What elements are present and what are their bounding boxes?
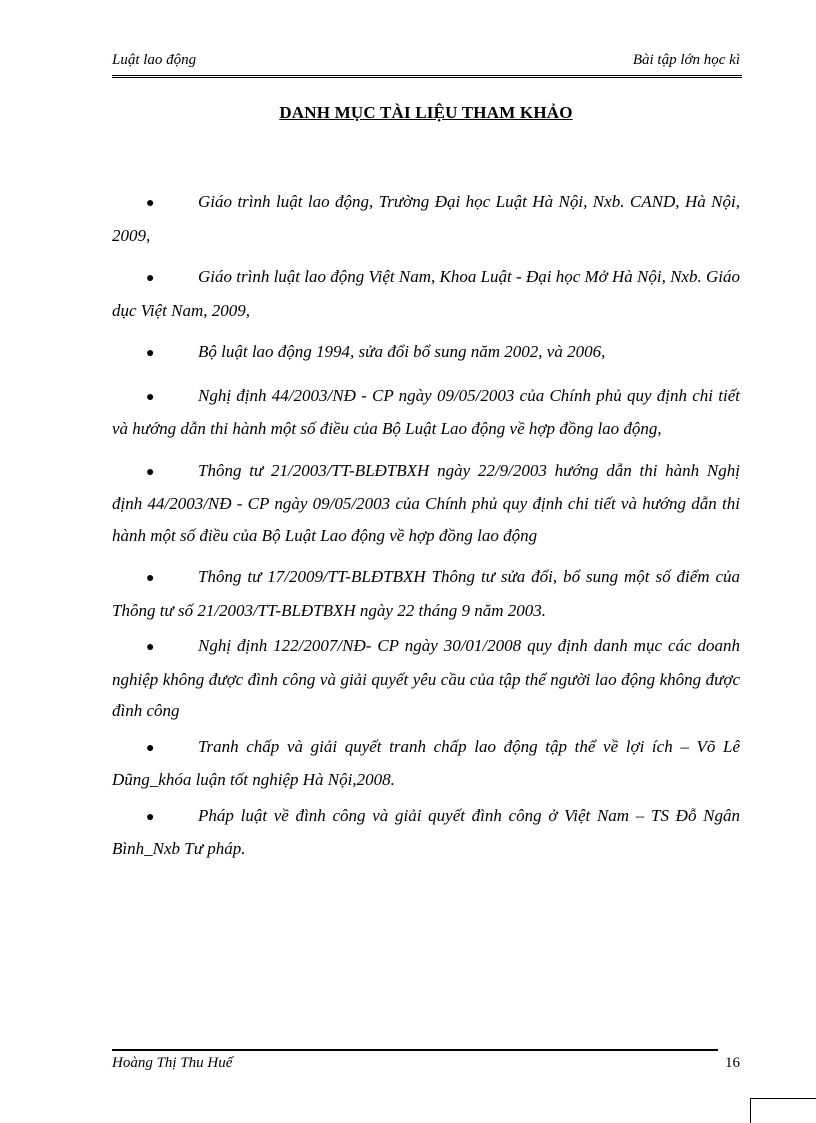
reference-text: Tranh chấp và giải quyết tranh chấp lao động tập thể về lợi ích – Võ Lê Dũng_khóa luận tốt nghiệp Hà Nội,2008. <box>112 736 740 789</box>
bullet-icon: ● <box>146 809 155 825</box>
reference-item <box>112 455 740 552</box>
page-number: 16 <box>725 1055 740 1071</box>
page-footer <box>112 1055 740 1077</box>
reference-text: Bộ luật lao động 1994, sửa đổi bổ sung năm 2002, và 2006, <box>198 342 606 361</box>
reference-text: Giáo trình luật lao động, Trường Đại học Luật Hà Nội, Nxb. CAND, Hà Nội, 2009, <box>112 192 740 245</box>
bullet-icon: ● <box>146 640 155 655</box>
bullet-icon: ● <box>146 464 155 480</box>
reference-text: Nghị định 44/2003/NĐ - CP ngày 09/05/2003 của Chính phủ quy định chi tiết và hướng dẫn thi hành một số điều của Bộ Luật Lao động về hợp đồng lao động, <box>112 385 740 438</box>
reference-item <box>112 630 740 727</box>
page-title: DANH MỤC TÀI LIỆU THAM KHẢO <box>279 103 573 122</box>
reference-text: Thông tư 21/2003/TT-BLĐTBXH ngày 22/9/2003 hướng dẫn thi hành Nghị định 44/2003/NĐ - CP ngày 09/05/2003 của Chính phủ quy định chi tiết và hướng dẫn thi hành một số điều của Bộ Luật Lao động về hợp đồng lao động <box>112 460 740 545</box>
bullet-icon: ● <box>146 740 155 756</box>
bullet-icon: ● <box>146 271 155 286</box>
reference-item <box>112 261 740 326</box>
header-assignment: Bài tập lớn học kì <box>632 52 740 68</box>
bullet-icon: ● <box>146 571 155 586</box>
reference-text: Pháp luật về đình công và giải quyết đình công ở Việt Nam – TS Đỗ Ngân Bình_Nxb Tư pháp. <box>112 805 740 858</box>
reference-text: Thông tư 17/2009/TT-BLĐTBXH Thông tư sửa đổi, bổ sung một số điểm của Thông tư số 21/2003/TT-BLĐTBXH ngày 22 tháng 9 năm 2003. <box>112 567 740 620</box>
footer-rule <box>112 1049 718 1051</box>
bullet-icon: ● <box>146 196 155 211</box>
corner-mark <box>750 1098 751 1123</box>
reference-text: Nghị định 122/2007/NĐ- CP ngày 30/01/2008 quy định danh mục các doanh nghiệp không được đình công và giải quyết yêu cầu của tập thể người lao động không được đình công <box>112 636 740 720</box>
reference-item <box>112 731 740 796</box>
corner-mark <box>750 1098 816 1099</box>
reference-item <box>112 800 740 865</box>
reference-item <box>112 336 740 370</box>
reference-item <box>112 561 740 626</box>
bullet-icon: ● <box>146 346 155 361</box>
bullet-icon: ● <box>146 389 155 405</box>
reference-list <box>112 186 740 869</box>
page-header <box>112 52 740 74</box>
header-subject: Luật lao động <box>112 52 197 68</box>
header-rule <box>112 75 742 78</box>
reference-item <box>112 186 740 251</box>
reference-text: Giáo trình luật lao động Việt Nam, Khoa Luật - Đại học Mở Hà Nội, Nxb. Giáo dục Việt Nam, 2009, <box>112 267 740 320</box>
footer-author: Hoàng Thị Thu Huế <box>112 1055 233 1071</box>
reference-item <box>112 380 740 445</box>
